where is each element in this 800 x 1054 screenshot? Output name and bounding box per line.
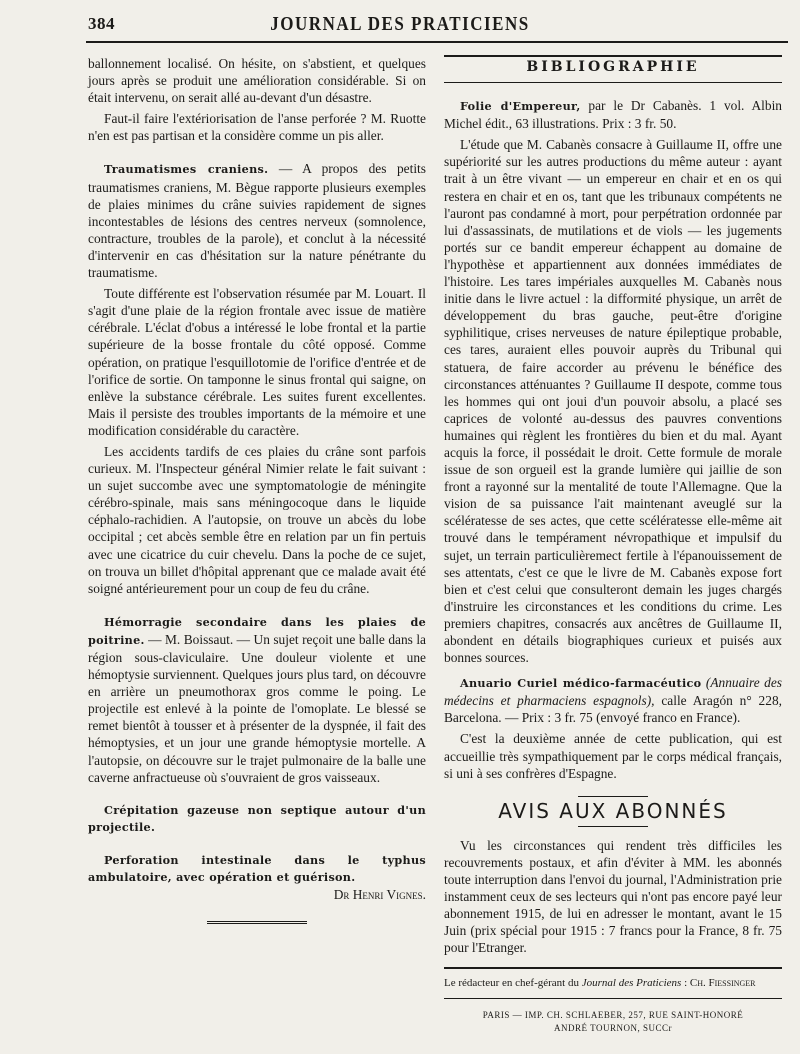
journal-title: JOURNAL DES PRATICIENS xyxy=(270,12,530,35)
imprint-label: Le rédacteur en chef-gérant du xyxy=(444,976,582,989)
avis-title: AVIS AUX ABONNÉS xyxy=(498,798,728,823)
book-entry xyxy=(444,97,782,132)
section-heading: Perforation intestinale dans le typhus ambulatoire, avec opération et guérison. xyxy=(88,852,426,885)
imprint xyxy=(444,975,782,992)
printer-line: PARIS — IMP. CH. SCHLAEBER, 257, RUE SAINT-HONORÉ xyxy=(482,1009,744,1020)
paragraph: Vu les circonstances qui rendent très difficiles les recouvrements postaux, et afin d'éviter à MM. les abonnés toute interruption dans l'envoi du journal, l'Administration prie instamment ceux de ses lecteurs qui n'ont pas encore payé leur abonnement 1915, de lui en adresser le montant, avant le 15 Juin (prix spécial pour 1915 : 7 francs pour la France, 8 fr. 75 pour l'Etranger. xyxy=(444,837,782,956)
section-divider xyxy=(578,826,648,827)
paragraph: L'étude que M. Cabanès consacre à Guillaume II, offre une supériorité sur les autres productions du même auteur : ayant trait à un être vivant — un empereur en chair et en os qui restera en chair et en os, tant que les tribunaux compétents ne l'auront pas condamné à mort, pour perpétration ordonnée par lui d'assassinats, de mutilations et de viols — les jugements portés sur ce bandit empereur échappent au domaine de l'hypothèse et appartiennent aux données immédiates de l'histoire. Les tares impériales auxquelles M. Cabanès nous initie dans le livre actuel : la difformité physique, un arrêt de développement du bras gauche, peut-être d'origine syphilitique, crises nerveuses de nature épileptique probable, ces tares, auraient elles pouvoir auprès du Tribunal qui statuera, de faire accorder au prévenu le bénéfice des circonstances atténuantes ? Guillaume II despote, comme tous les hommes qui ont joui d'un pouvoir absolu, a placé ses caprices de volonté au-dessus des pauvres conventions humaines qui règlent les frontières du bien et du mal. Ayant acquis la force, il possédait le droit. Cette formule de morale issue de son orgueil est la grande lumière qui jaillie de son front a rayonné sur la mentalité de toute l'Allemagne. Que la vision de sa puissance l'ait maintenant aveuglé sur la scélératesse de ses actes, que cette scélératesse elle-même ait trouvé dans le tempérament névropathique et impulsif du sujet, un terrain particulièremect fertile à l'épanouissement de ses attentats, c'est ce que le livre de M. Cabanès expose fort bien et c'est celui que consulteront demain les juges chargés d'instruire les circonstances et les conditions du crime. Les premiers chapitres, consacrés aux ancêtres de Guillaume II, abondent en détails biographiques curieux et puisés aux bonnes sources. xyxy=(444,137,782,666)
paragraph: Toute différente est l'observation résumée par M. Louart. Il s'agit d'une plaie de la région frontale avec issue de matière cérébrale. L'éclat d'obus a intéressé le lobe frontal et la partie supérieure de la bosse frontale du côté opposé. Comme opération, on pratique l'esquillotomie de l'orifice d'entrée et de l'orifice de sortie. On tamponne le sinus frontal qui saigne, on enlève la substance cérébrale. Les suites furent excellentes. Mais il persiste des troubles importants de la mémoire et une modification considérable du caractère. xyxy=(88,286,426,438)
printer-line: ANDRÉ TOURNON, SUCCr xyxy=(554,1022,672,1033)
book-title: Anuario Curiel médico-farmacéutico xyxy=(460,676,702,691)
left-column xyxy=(88,55,426,924)
bibliography-rule-top xyxy=(444,55,782,57)
imprint-rule-top xyxy=(444,967,782,969)
book-subtitle: (Annuaire des médecins et pharmaciens espagnols), xyxy=(444,675,782,709)
book-entry xyxy=(444,674,782,726)
section-heading: Traumatismes craniens. xyxy=(104,162,269,177)
paragraph: C'est la deuxième année de cette publication, qui est accueillie très sympathiquement par le corps médical français, si uni à ses confrères d'Espagne. xyxy=(444,731,782,781)
signature: Dr Henri Vignes. xyxy=(333,887,426,903)
right-column xyxy=(444,55,782,1035)
imprint-rule-bottom xyxy=(444,998,782,999)
imprint-name: : Ch. Fiessinger xyxy=(681,976,756,989)
paragraph-text: — M. Boissaut. — Un sujet reçoit une balle dans la région sous-claviculaire. Une douleur violente et une hémoptysie surviennent. Quelques jours plus tard, on découvre en arrière un pneumothorax gros comme le poing. Le projectile est enlevé à la pointe de l'omoplate. Le blessé se remet bientôt à tousser et à présenter de la dyspnée, il fait des hémoptysies, et un jour une grande hémoptysie mortelle. A l'autopsie, on découvre sur le trajet pulmonaire de la balle une caverne anfractueuse où s'ouvraient de gros vaisseaux. xyxy=(88,631,426,785)
header-rule xyxy=(86,41,788,43)
page-number: 384 xyxy=(88,14,115,33)
bibliography-rule-bottom xyxy=(444,82,782,83)
imprint-journal: Journal des Praticiens xyxy=(581,976,682,989)
book-reference: calle Aragón n° 228, Barcelona. — Prix : 3 fr. 75 (envoyé franco en France). xyxy=(444,693,782,726)
paragraph: ballonnement localisé. On hésite, on s'abstient, et quelques jours après se produit une amélioration considérable. Si on était intervenu, on serait allé au-devant d'un désastre. xyxy=(88,56,426,106)
paragraph xyxy=(88,160,426,281)
paragraph xyxy=(88,613,426,786)
end-rule xyxy=(207,921,307,924)
book-reference: par le Dr Cabanès. 1 vol. Albin Michel édit., 63 illustrations. Prix : 3 fr. 50. xyxy=(444,98,783,132)
section-heading: Hémorragie secondaire dans les plaies de poitrine. xyxy=(88,614,426,647)
paragraph: Faut-il faire l'extériorisation de l'anse perforée ? M. Ruotte n'en est pas partisan et la considère comme un pis aller. xyxy=(88,111,426,144)
paragraph-text: — A propos des petits traumatismes craniens, M. Bègue rapporte plusieurs exemples de plaies minimes du crâne suivies rapidement de signes incontestables de lésions des centres nerveux (somnolence, contracture, troubles de la parole), et conclut à la nécessité d'intervenir en cas d'hésitation sur la nature pénétrante du traumatisme. xyxy=(88,161,426,281)
paragraph: Les accidents tardifs de ces plaies du crâne sont parfois curieux. M. l'Inspecteur général Nimier relate le fait suivant : un sujet succombe avec une symptomatologie de méningite cérébro-spinale, mais sans méningocoque dans le liquide céphalo-rachidien. A l'autopsie, on trouve un abcès du lobe occipital ; cet abcès semble être en relation par un fin pertuis avec une cicatrice du cuir chevelu. Dans la poche de ce sujet, on trouva un billet d'hôpital apprenant que ce malade avait été soigné antérieurement pour un coup de feu du crâne. xyxy=(88,443,426,596)
section-divider xyxy=(578,796,648,797)
book-title: Folie d'Empereur, xyxy=(460,99,581,114)
section-heading: Crépitation gazeuse non septique autour d'un projectile. xyxy=(88,802,426,834)
bibliography-title: BIBLIOGRAPHIE xyxy=(526,59,700,75)
